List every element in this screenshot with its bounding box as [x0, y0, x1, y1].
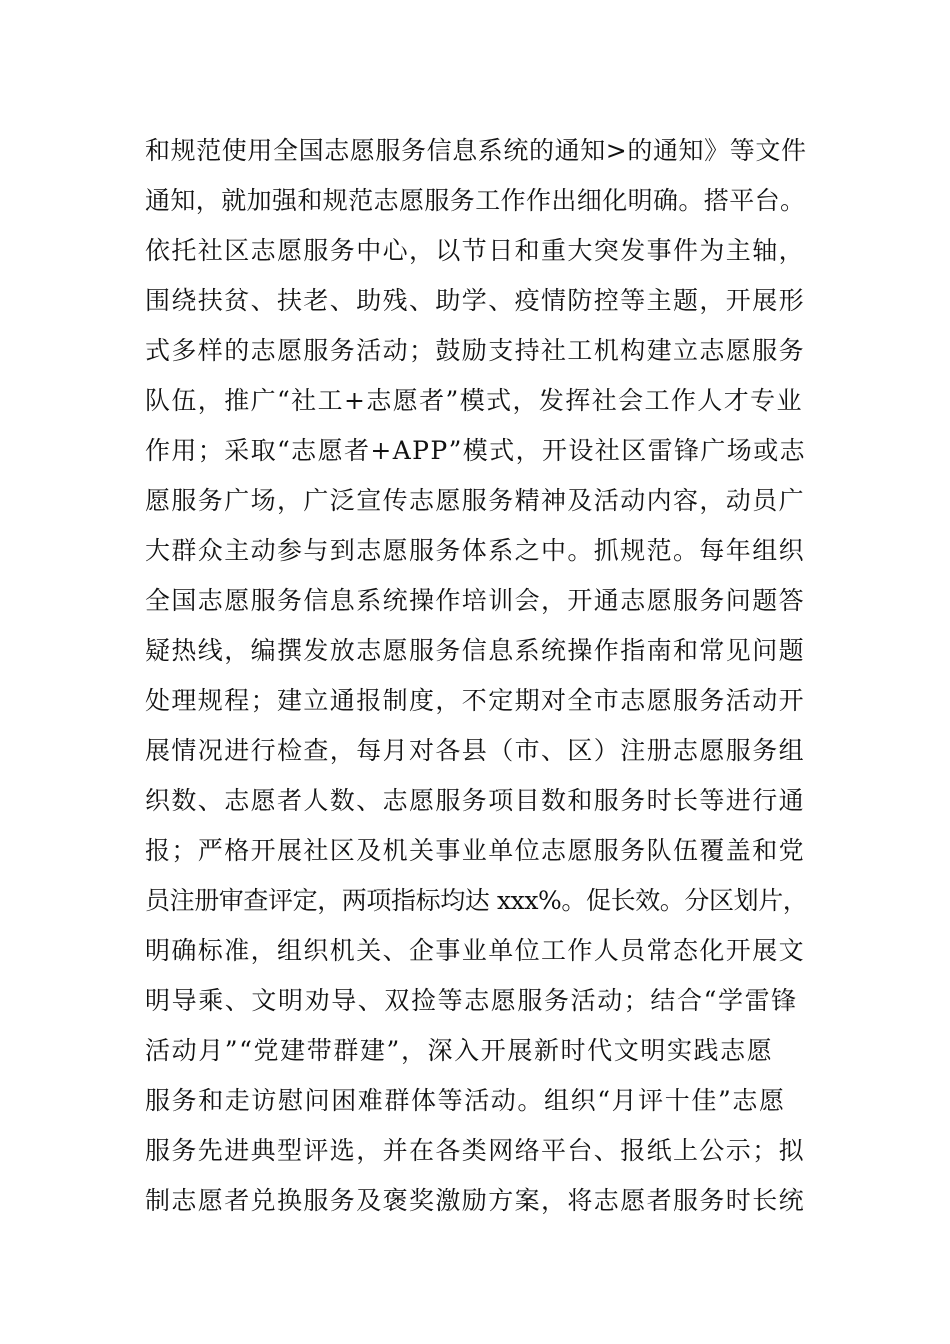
text-line: 式多样的志愿服务活动；鼓励支持社工机构建立志愿服务 — [145, 336, 806, 365]
text-line: 处理规程；建立通报制度，不定期对全市志愿服务活动开 — [145, 686, 806, 715]
text-line: 依托社区志愿服务中心，以节日和重大突发事件为主轴， — [145, 236, 806, 265]
text-line: 员注册审查评定，两项指标均达 xxx%。促长效。分区划片， — [145, 886, 808, 915]
text-line: 通知，就加强和规范志愿服务工作作出细化明确。搭平台。 — [145, 186, 806, 215]
text-line: 织数、志愿者人数、志愿服务项目数和服务时长等进行通 — [145, 786, 806, 815]
body-text — [145, 126, 808, 1226]
text-line: 和规范使用全国志愿服务信息系统的通知>的通知》等文件 — [145, 136, 807, 165]
text-line: 展情况进行检查，每月对各县（市、区）注册志愿服务组 — [145, 736, 806, 765]
text-line: 围绕扶贫、扶老、助残、助学、疫情防控等主题，开展形 — [145, 286, 806, 315]
text-line: 报；严格开展社区及机关事业单位志愿服务队伍覆盖和党 — [145, 836, 806, 865]
text-line: 制志愿者兑换服务及褒奖激励方案，将志愿者服务时长统 — [145, 1186, 806, 1215]
text-line: 明导乘、文明劝导、双捡等志愿服务活动；结合“学雷锋 — [145, 986, 798, 1015]
text-line: 服务先进典型评选，并在各类网络平台、报纸上公示；拟 — [145, 1136, 806, 1165]
text-line: 全国志愿服务信息系统操作培训会，开通志愿服务问题答 — [145, 586, 806, 615]
text-line: 明确标准，组织机关、企事业单位工作人员常态化开展文 — [145, 936, 806, 965]
text-line: 作用；采取“志愿者+APP”模式，开设社区雷锋广场或志 — [145, 436, 807, 465]
text-line: 队伍，推广“社工+志愿者”模式，发挥社会工作人才专业 — [145, 386, 803, 415]
text-line: 大群众主动参与到志愿服务体系之中。抓规范。每年组织 — [145, 536, 806, 565]
text-line: 活动月”“党建带群建”，深入开展新时代文明实践志愿 — [145, 1036, 774, 1065]
text-line: 疑热线，编撰发放志愿服务信息系统操作指南和常见问题 — [145, 636, 806, 665]
text-line: 愿服务广场，广泛宣传志愿服务精神及活动内容，动员广 — [145, 486, 806, 515]
text-line: 服务和走访慰问困难群体等活动。组织“月评十佳”志愿 — [145, 1086, 786, 1115]
